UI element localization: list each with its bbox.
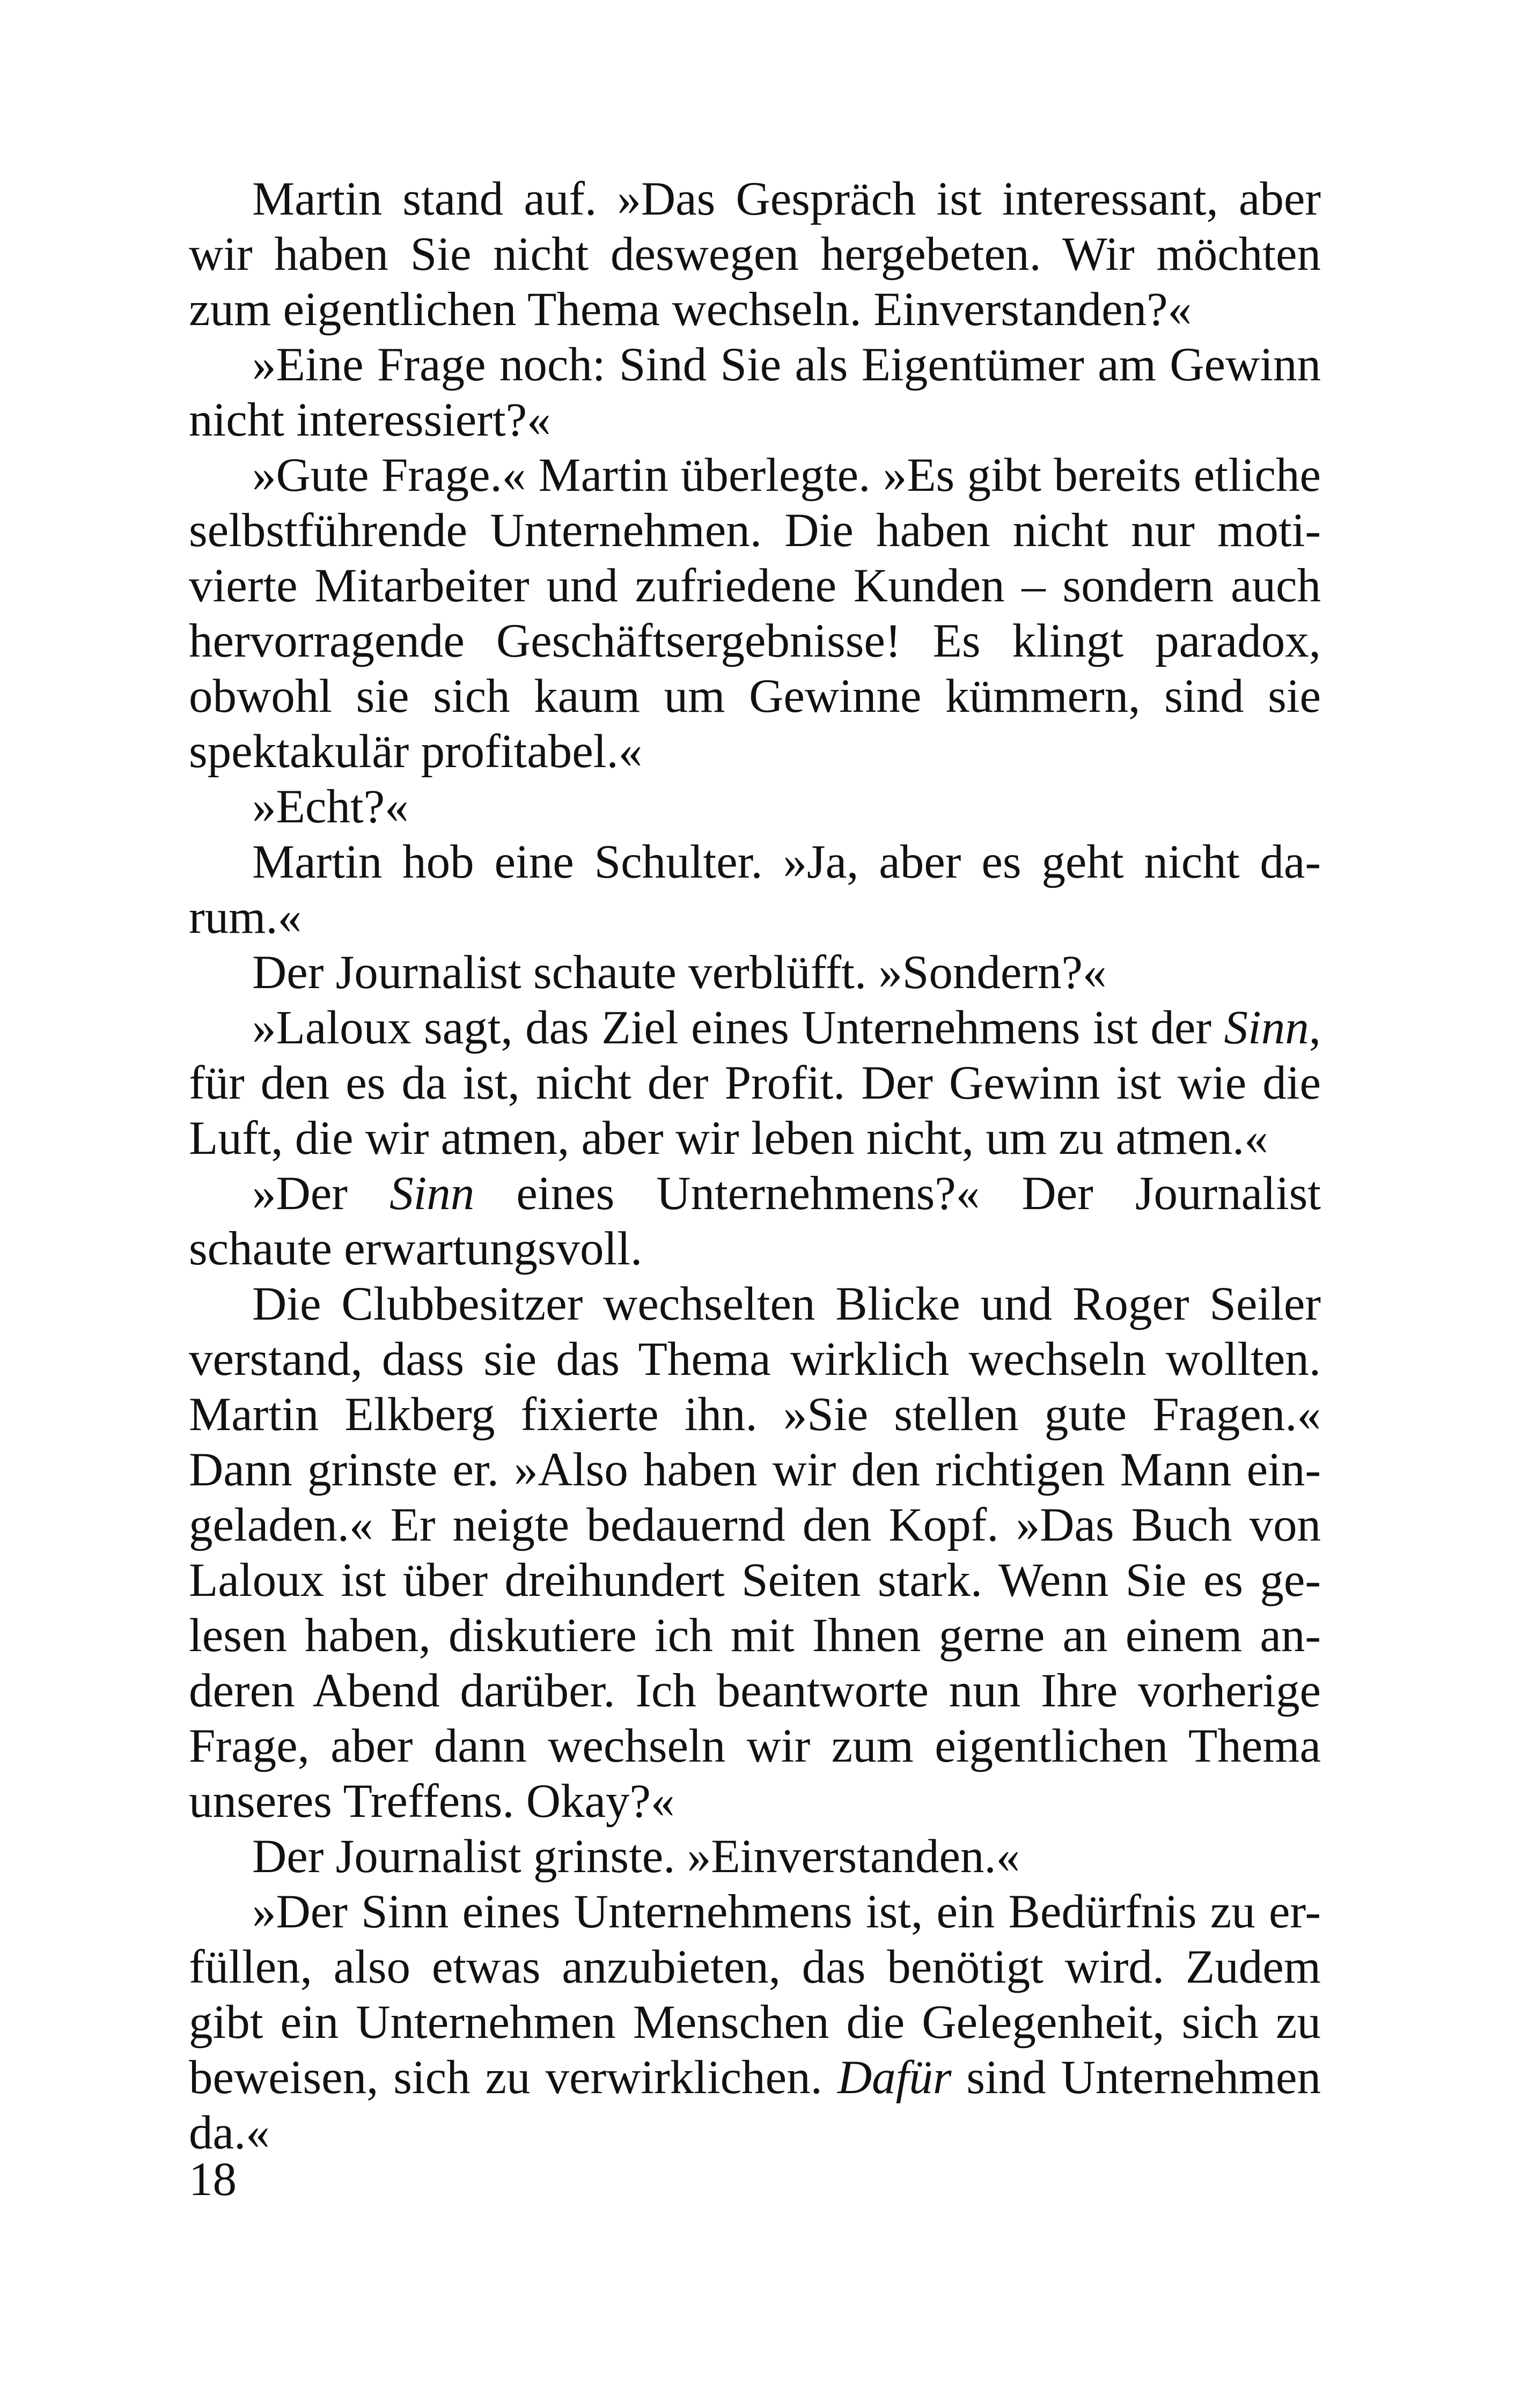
text-line [189,945,1321,1000]
text-line [189,1940,1321,1995]
text-segment: für den es da ist, nicht der Profit. Der Gewinn ist wie die [189,1057,1321,1109]
text-segment: wir haben Sie nicht deswegen hergebeten. Wir möchten [189,228,1321,281]
text-segment: deren Abend darüber. Ich beantworte nun Ihre vorherige [189,1665,1321,1717]
text-line [189,1277,1321,1332]
text-segment: Luft, die wir atmen, aber wir leben nicht, um zu atmen.« [189,1112,1268,1165]
text-segment: »Gute Frage.« Martin überlegte. »Es gibt bereits etliche [252,449,1321,502]
text-segment: »Echt?« [252,780,409,833]
text-segment: Martin hob eine Schulter. »Ja, aber es geht nicht da- [252,836,1321,888]
text-line [189,503,1321,558]
text-line [189,448,1321,503]
text-segment: schaute erwartungsvoll. [189,1223,643,1275]
text-line [189,669,1321,724]
text-segment: Der Journalist grinste. »Einverstanden.« [252,1830,1020,1883]
text-segment: selbstführende Unternehmen. Die haben nicht nur moti- [189,504,1321,557]
text-line [189,1166,1321,1221]
text-line [189,558,1321,614]
text-segment: »Der Sinn eines Unternehmens ist, ein Bedürfnis zu er- [252,1886,1321,1938]
text-segment: gibt ein Unternehmen Menschen die Gelegenheit, sich zu [189,1996,1321,2049]
body-text [189,172,1321,2161]
text-segment: rum.« [189,891,302,944]
text-line [189,2105,1321,2161]
italic-text: Sinn [1224,1002,1309,1054]
text-segment: vierte Mitarbeiter und zufriedene Kunden – sondern auch [189,559,1321,612]
text-segment: »Laloux sagt, das Ziel eines Unternehmens ist der [252,1002,1224,1054]
text-line [189,1000,1321,1056]
text-segment: Martin Elkberg fixierte ihn. »Sie stellen gute Fragen.« [189,1388,1321,1441]
text-segment: »Eine Frage noch: Sind Sie als Eigentümer am Gewinn [252,338,1321,391]
text-line [189,1719,1321,1774]
text-line [189,1056,1321,1111]
text-segment: Die Clubbesitzer wechselten Blicke und Roger Seiler [252,1278,1321,1330]
text-segment: Frage, aber dann wechseln wir zum eigentlichen Thema [189,1720,1321,1772]
text-line [189,337,1321,393]
text-line [189,724,1321,779]
text-segment: lesen haben, diskutiere ich mit Ihnen gerne an einem an- [189,1609,1321,1662]
text-line [189,227,1321,282]
text-line [189,1332,1321,1387]
text-line [189,1442,1321,1498]
italic-text: Dafür [837,2051,952,2104]
text-segment: füllen, also etwas anzubieten, das benötigt wird. Zudem [189,1941,1321,1993]
text-segment: Martin stand auf. »Das Gespräch ist interessant, aber [252,173,1321,225]
text-segment: verstand, dass sie das Thema wirklich wechseln wollten. [189,1333,1321,1386]
text-segment: beweisen, sich zu verwirklichen. [189,2051,837,2104]
text-segment: nicht interessiert?« [189,394,551,446]
text-line [189,1663,1321,1719]
text-segment: sind Unternehmen [951,2051,1321,2104]
text-segment: da.« [189,2107,270,2159]
text-line [189,393,1321,448]
text-segment: hervorragende Geschäftsergebnisse! Es klingt paradox, [189,615,1321,667]
text-line [189,1498,1321,1553]
text-line [189,172,1321,227]
text-segment: unseres Treffens. Okay?« [189,1775,675,1828]
text-segment: zum eigentlichen Thema wechseln. Einverstanden?« [189,283,1192,336]
text-line [189,1221,1321,1277]
text-line [189,614,1321,669]
text-line [189,1774,1321,1829]
text-line [189,890,1321,945]
text-line [189,1553,1321,1608]
text-line [189,1829,1321,1884]
text-line [189,2050,1321,2105]
page-number: 18 [189,2153,237,2206]
italic-text: Sinn [390,1167,475,1220]
text-line [189,1995,1321,2050]
text-segment: geladen.« Er neigte bedauernd den Kopf. »Das Buch von [189,1499,1321,1551]
text-segment: spektakulär profitabel.« [189,725,643,778]
text-segment: Laloux ist über dreihundert Seiten stark. Wenn Sie es ge- [189,1554,1321,1607]
text-segment: , [1309,1002,1321,1054]
text-segment: eines Unternehmens?« Der Journalist [474,1167,1321,1220]
text-line [189,835,1321,890]
text-line [189,1608,1321,1663]
text-line [189,282,1321,337]
text-segment: Der Journalist schaute verblüfft. »Sondern?« [252,946,1107,999]
text-line [189,779,1321,835]
text-line [189,1387,1321,1442]
text-segment: Dann grinste er. »Also haben wir den richtigen Mann ein- [189,1444,1321,1496]
text-line [189,1111,1321,1166]
text-segment: »Der [252,1167,390,1220]
text-segment: obwohl sie sich kaum um Gewinne kümmern, sind sie [189,670,1321,723]
text-line [189,1884,1321,1940]
